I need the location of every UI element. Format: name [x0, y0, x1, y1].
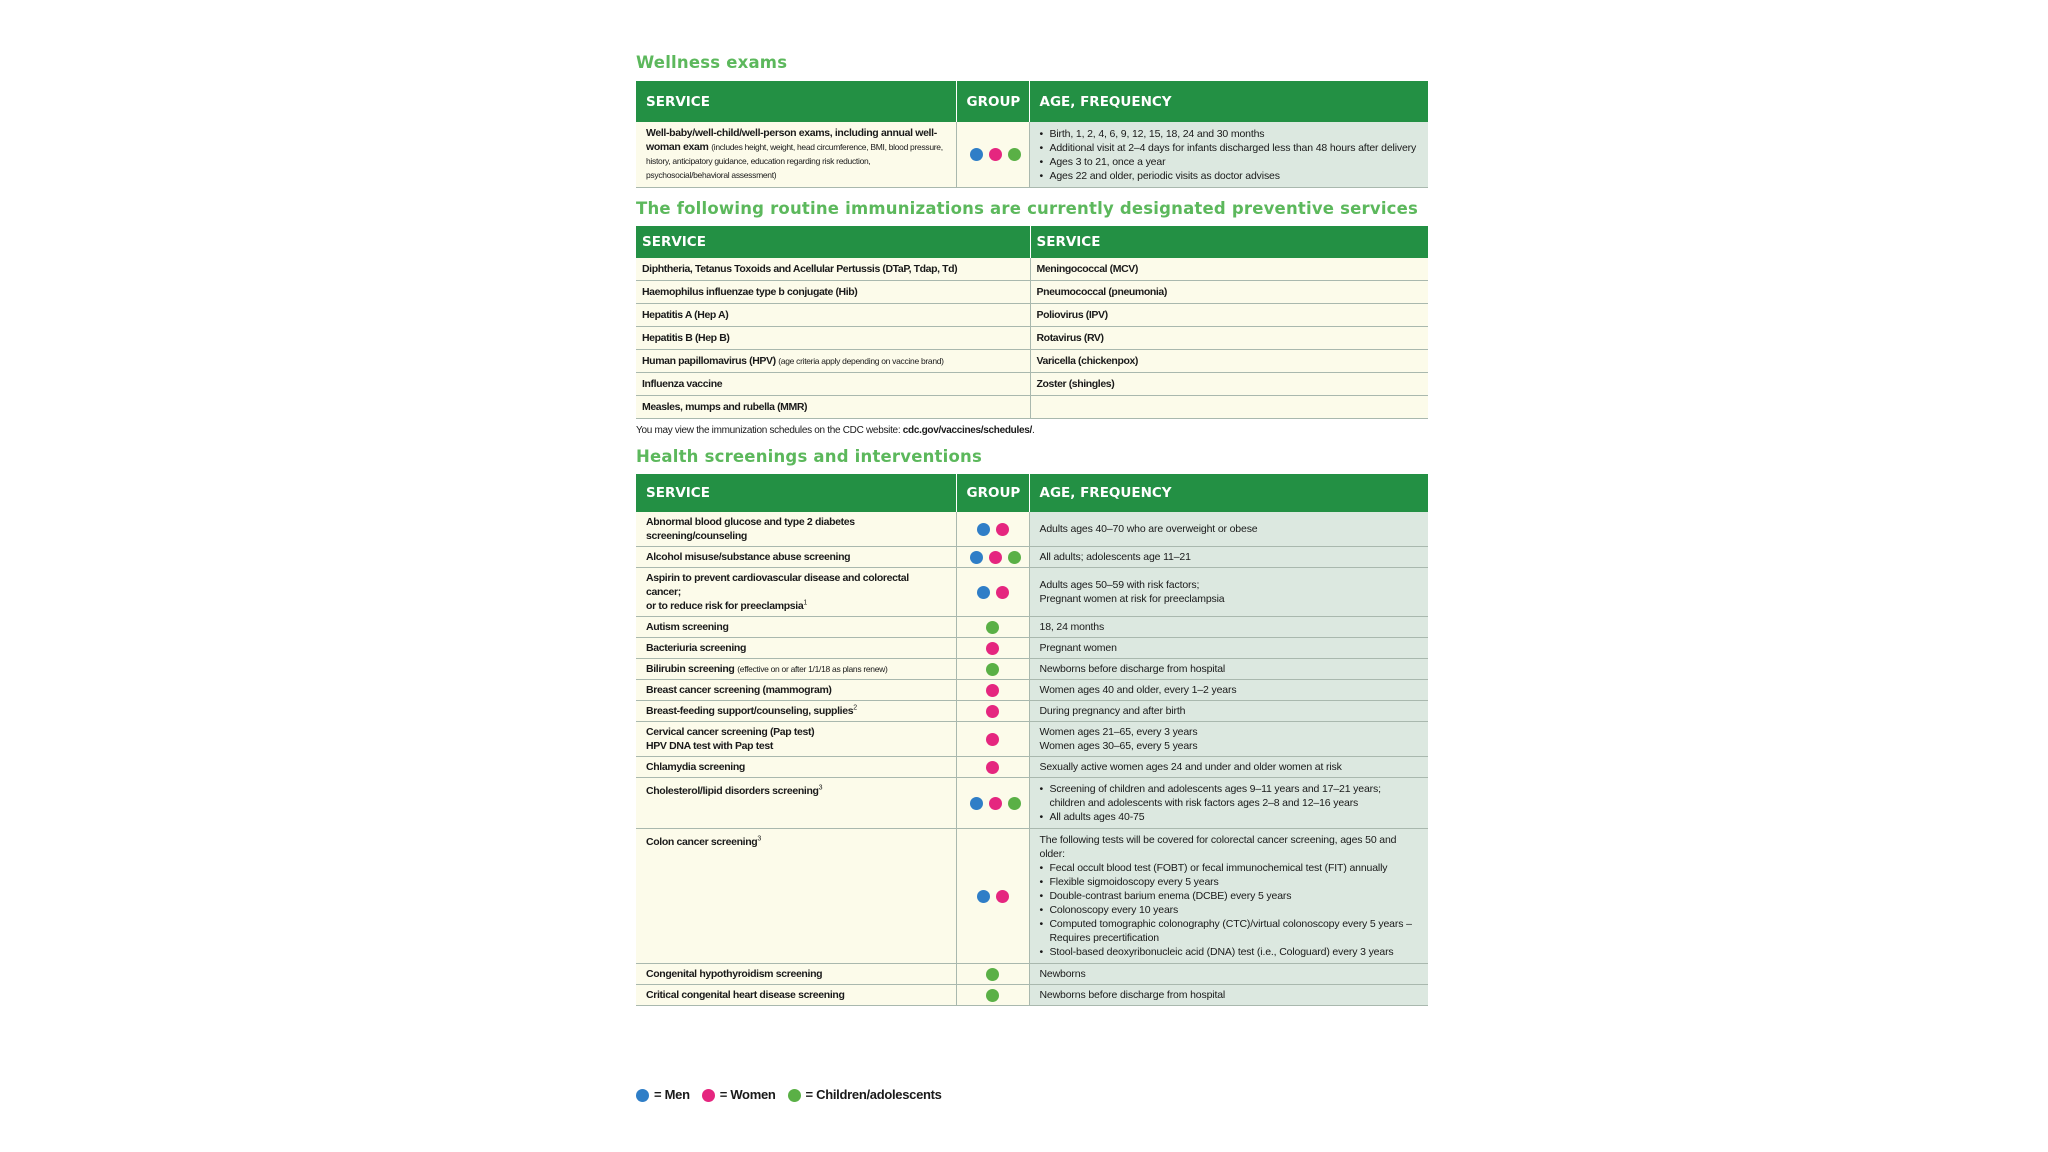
immunization-row: [636, 281, 1428, 304]
wellness-header-frequency: AGE, FREQUENCY: [1029, 81, 1428, 122]
document-page: [636, 52, 1428, 1102]
service-cell: [636, 722, 956, 757]
frequency-text: Pregnant women: [1039, 642, 1117, 654]
immunization-row: [636, 396, 1428, 419]
children-dot-icon: [788, 1089, 801, 1102]
service-text: Congenital hypothyroidism screening: [646, 968, 823, 980]
screening-row: [636, 568, 1428, 617]
men-dot-icon: [636, 1089, 649, 1102]
men-dot-icon: [970, 797, 983, 810]
vaccine-name: Zoster (shingles): [1036, 378, 1115, 390]
frequency-item: • Additional visit at 2–4 days for infants discharged less than 48 hours after delivery: [1040, 141, 1419, 155]
frequency-item: • Computed tomographic colonography (CTC)/virtual colonoscopy every 5 years – Requires precertification: [1040, 917, 1419, 945]
screenings-table: [636, 474, 1428, 1006]
children-dot-icon: [1008, 797, 1021, 810]
footnote-marker: 2: [853, 704, 857, 712]
service-text: Colon cancer screening: [646, 836, 758, 848]
frequency-cell: [1029, 829, 1428, 964]
frequency-item: • Stool-based deoxyribonucleic acid (DNA) test (i.e., Cologuard) every 3 years: [1040, 945, 1419, 959]
frequency-cell: [1029, 122, 1428, 188]
service-text: Abnormal blood glucose and type 2 diabetes screening/counseling: [646, 516, 855, 542]
children-dot-icon: [1008, 148, 1021, 161]
frequency-text: Pregnant women at risk for preeclampsia: [1039, 593, 1225, 605]
service-cell: [636, 512, 956, 547]
service-text: Breast cancer screening (mammogram): [646, 684, 832, 696]
legend-label: = Men: [654, 1087, 690, 1102]
frequency-list: [1040, 782, 1419, 824]
men-dot-icon: [970, 551, 983, 564]
legend-label: = Women: [719, 1087, 776, 1102]
frequency-item: • Screening of children and adolescents ages 9–11 years and 17–21 years; children and adolescents with risk factors ages 2–8 and 12–16 years: [1040, 782, 1419, 810]
service-name: [646, 516, 855, 542]
screening-row: [636, 547, 1428, 568]
service-cell: [636, 757, 956, 778]
frequency-cell: [1029, 701, 1428, 722]
service-note: (effective on or after 1/1/18 as plans renew): [737, 664, 888, 674]
immunization-right: [1030, 304, 1428, 327]
immunization-left: [636, 327, 1030, 350]
frequency-text: Women ages 30–65, every 5 years: [1039, 740, 1198, 752]
frequency-cell: [1029, 985, 1428, 1006]
screening-row: [636, 512, 1428, 547]
service-text: Bacteriuria screening: [646, 642, 747, 654]
immunization-right: [1030, 396, 1428, 419]
frequency-cell: [1029, 659, 1428, 680]
immunizations-header-service-right: SERVICE: [1030, 226, 1428, 258]
screenings-header-service: SERVICE: [636, 474, 956, 512]
group-cell: [956, 964, 1029, 985]
frequency-text: All adults; adolescents age 11–21: [1039, 551, 1191, 563]
frequency-text: Adults ages 40–70 who are overweight or obese: [1039, 523, 1258, 535]
wellness-header-group: GROUP: [956, 81, 1029, 122]
screening-row: [636, 829, 1428, 964]
service-name: [646, 705, 857, 717]
group-cell: [956, 617, 1029, 638]
children-dot-icon: [1008, 551, 1021, 564]
women-dot-icon: [986, 705, 999, 718]
women-dot-icon: [702, 1089, 715, 1102]
women-dot-icon: [996, 890, 1009, 903]
service-cell: [636, 680, 956, 701]
frequency-cell: [1029, 964, 1428, 985]
legend-label: = Children/adolescents: [805, 1087, 942, 1102]
service-line: HPV DNA test with Pap test: [646, 740, 774, 752]
women-dot-icon: [986, 684, 999, 697]
service-cell: [636, 122, 956, 188]
frequency-cell: [1029, 568, 1428, 617]
immunization-left: [636, 350, 1030, 373]
vaccine-note: (age criteria apply depending on vaccine brand): [778, 356, 944, 366]
immunization-row: [636, 258, 1428, 281]
children-dot-icon: [986, 663, 999, 676]
immunization-left: [636, 281, 1030, 304]
wellness-header-service: SERVICE: [636, 81, 956, 122]
group-cell: [956, 547, 1029, 568]
frequency-list: [1040, 127, 1419, 183]
vaccine-name: Rotavirus (RV): [1036, 332, 1104, 344]
frequency-item: • Double-contrast barium enema (DCBE) every 5 years: [1040, 889, 1419, 903]
frequency-item: • Fecal occult blood test (FOBT) or fecal immunochemical test (FIT) annually: [1040, 861, 1419, 875]
service-text: Chlamydia screening: [646, 761, 745, 773]
frequency-item: • Colonoscopy every 10 years: [1040, 903, 1419, 917]
immunization-right: [1030, 350, 1428, 373]
frequency-text: Newborns before discharge from hospital: [1039, 663, 1226, 675]
service-line: Cervical cancer screening (Pap test): [646, 726, 815, 738]
service-cell: [636, 638, 956, 659]
service-name: [646, 761, 745, 773]
vaccine-name: Meningococcal (MCV): [1036, 263, 1138, 275]
service-name: Well-baby/well-child/well-person exams, including annual well-woman exam: [646, 127, 937, 153]
men-dot-icon: [977, 523, 990, 536]
women-dot-icon: [996, 586, 1009, 599]
group-cell: [956, 568, 1029, 617]
men-dot-icon: [970, 148, 983, 161]
screening-row: [636, 680, 1428, 701]
footnote-marker: 1: [803, 599, 807, 607]
frequency-item: • Ages 22 and older, periodic visits as doctor advises: [1040, 169, 1419, 183]
service-name: [646, 684, 832, 696]
immunization-left: [636, 304, 1030, 327]
vaccine-name: Pneumococcal (pneumonia): [1036, 286, 1167, 298]
frequency-intro: The following tests will be covered for colorectal cancer screening, ages 50 and older:: [1039, 834, 1397, 860]
screenings-header-group: GROUP: [956, 474, 1029, 512]
vaccine-name: Human papillomavirus (HPV): [642, 355, 776, 367]
frequency-text: Women ages 40 and older, every 1–2 years: [1039, 684, 1237, 696]
screening-row: [636, 964, 1428, 985]
immunizations-table: [636, 226, 1428, 419]
immunization-right: [1030, 258, 1428, 281]
group-cell: [956, 122, 1029, 188]
service-text: Breast-feeding support/counseling, supplies: [646, 705, 854, 717]
wellness-heading: Wellness exams: [636, 53, 788, 72]
frequency-item: • Flexible sigmoidoscopy every 5 years: [1040, 875, 1419, 889]
immunization-left: [636, 373, 1030, 396]
screening-row: [636, 757, 1428, 778]
service-cell: [636, 985, 956, 1006]
service-name: [646, 642, 746, 654]
frequency-cell: [1029, 778, 1428, 829]
service-text: Bilirubin screening: [646, 663, 735, 675]
vaccine-name: Varicella (chickenpox): [1036, 355, 1139, 367]
group-cell: [956, 638, 1029, 659]
legend-item-women: [702, 1087, 776, 1102]
service-text: Autism screening: [646, 621, 729, 633]
service-name: [646, 663, 734, 675]
footnote-marker: 3: [757, 835, 761, 843]
frequency-text: Adults ages 50–59 with risk factors;: [1039, 579, 1200, 591]
children-dot-icon: [986, 989, 999, 1002]
frequency-text: Newborns: [1039, 968, 1086, 980]
men-dot-icon: [977, 586, 990, 599]
legend-item-men: [636, 1087, 690, 1102]
frequency-cell: [1029, 638, 1428, 659]
service-cell: [636, 547, 956, 568]
wellness-row: [636, 122, 1428, 188]
service-text: Cholesterol/lipid disorders screening: [646, 785, 819, 797]
service-name: [646, 571, 946, 613]
vaccine-name: Hepatitis B (Hep B): [642, 332, 730, 344]
group-cell: [956, 722, 1029, 757]
frequency-text: 18, 24 months: [1039, 621, 1105, 633]
frequency-cell: [1029, 680, 1428, 701]
frequency-cell: [1029, 722, 1428, 757]
immunization-left: [636, 396, 1030, 419]
wellness-table: [636, 81, 1428, 188]
women-dot-icon: [996, 523, 1009, 536]
frequency-cell: [1029, 547, 1428, 568]
service-name: [646, 785, 822, 797]
service-name: [646, 621, 729, 633]
immunization-right: [1030, 327, 1428, 350]
frequency-text: Newborns before discharge from hospital: [1039, 989, 1226, 1001]
footnote-marker: 3: [818, 784, 823, 792]
group-cell: [956, 778, 1029, 829]
group-cell: [956, 985, 1029, 1006]
women-dot-icon: [986, 642, 999, 655]
screening-row: [636, 638, 1428, 659]
screening-row: [636, 659, 1428, 680]
vaccine-name: Influenza vaccine: [642, 378, 723, 390]
screening-row: [636, 617, 1428, 638]
screenings-header-frequency: AGE, FREQUENCY: [1029, 474, 1428, 512]
service-cell: [636, 964, 956, 985]
frequency-text: During pregnancy and after birth: [1039, 705, 1186, 717]
screenings-heading: Health screenings and interventions: [636, 447, 983, 466]
vaccine-name: Measles, mumps and rubella (MMR): [642, 401, 808, 413]
service-cell: [636, 778, 956, 829]
frequency-list: [1040, 861, 1419, 959]
service-line: Aspirin to prevent cardiovascular disease and colorectal cancer;: [646, 572, 909, 598]
service-note: (includes height, weight, head circumference, BMI, blood pressure, history, anticipatory guidance, education regarding risk reduction, psychosocial/behavioral assessment): [646, 142, 943, 180]
women-dot-icon: [989, 551, 1002, 564]
immunization-left: [636, 258, 1030, 281]
immunization-row: [636, 327, 1428, 350]
group-cell: [956, 680, 1029, 701]
frequency-cell: [1029, 512, 1428, 547]
screening-row: [636, 778, 1428, 829]
women-dot-icon: [989, 148, 1002, 161]
service-name: [646, 725, 946, 753]
group-cell: [956, 701, 1029, 722]
frequency-item: • Ages 3 to 21, once a year: [1040, 155, 1419, 169]
women-dot-icon: [989, 797, 1002, 810]
service-cell: [636, 701, 956, 722]
screening-row: [636, 985, 1428, 1006]
screening-row: [636, 701, 1428, 722]
frequency-item: • Birth, 1, 2, 4, 6, 9, 12, 15, 18, 24 and 30 months: [1040, 127, 1419, 141]
service-line: or to reduce risk for preeclampsia$^1$: [646, 599, 807, 612]
service-name: [646, 836, 761, 848]
screening-row: [636, 722, 1428, 757]
immunization-row: [636, 350, 1428, 373]
immunization-note-suffix: .: [1031, 425, 1035, 436]
vaccine-name: Poliovirus (IPV): [1036, 309, 1108, 321]
service-text: Alcohol misuse/substance abuse screening: [646, 551, 851, 563]
frequency-cell: [1029, 617, 1428, 638]
women-dot-icon: [986, 733, 999, 746]
men-dot-icon: [977, 890, 990, 903]
service-name: [646, 551, 850, 563]
cdc-schedule-link[interactable]: cdc.gov/vaccines/schedules/: [902, 425, 1032, 436]
immunization-note-text: You may view the immunization schedules on the CDC website:: [636, 425, 903, 436]
immunization-right: [1030, 281, 1428, 304]
frequency-item: • All adults ages 40-75: [1040, 810, 1419, 824]
legend-item-children: [788, 1087, 942, 1102]
immunizations-heading: The following routine immunizations are currently designated preventive services: [636, 199, 1419, 218]
service-name: [646, 968, 822, 980]
women-dot-icon: [986, 761, 999, 774]
group-legend: [636, 1086, 954, 1104]
service-text: Critical congenital heart disease screening: [646, 989, 845, 1001]
vaccine-name: Hepatitis A (Hep A): [642, 309, 729, 321]
group-cell: [956, 829, 1029, 964]
children-dot-icon: [986, 621, 999, 634]
service-cell: [636, 829, 956, 964]
vaccine-name: Haemophilus influenzae type b conjugate (Hib): [642, 286, 858, 298]
group-cell: [956, 659, 1029, 680]
frequency-text: Women ages 21–65, every 3 years: [1039, 726, 1198, 738]
immunization-row: [636, 373, 1428, 396]
group-cell: [956, 757, 1029, 778]
immunization-right: [1030, 373, 1428, 396]
immunization-row: [636, 304, 1428, 327]
vaccine-name: Diphtheria, Tetanus Toxoids and Acellular Pertussis (DTaP, Tdap, Td): [642, 263, 958, 275]
immunizations-header-service-left: SERVICE: [636, 226, 1030, 258]
service-cell: [636, 617, 956, 638]
service-cell: [636, 659, 956, 680]
group-cell: [956, 512, 1029, 547]
immunization-schedule-note: [636, 425, 1428, 436]
service-cell: [636, 568, 956, 617]
children-dot-icon: [986, 968, 999, 981]
service-name: [646, 989, 845, 1001]
frequency-cell: [1029, 757, 1428, 778]
frequency-text: Sexually active women ages 24 and under and older women at risk: [1039, 761, 1342, 773]
